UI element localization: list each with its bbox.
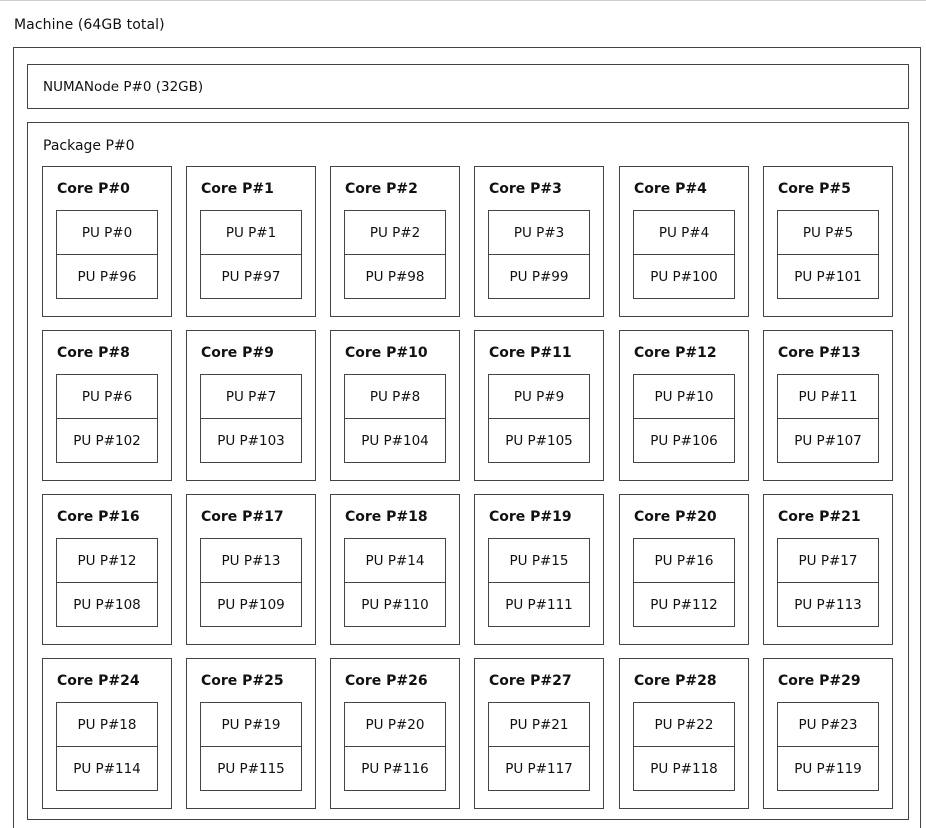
pu-box: PU P#106: [633, 418, 735, 463]
core-label: Core P#12: [634, 345, 717, 361]
pu-box: PU P#9: [488, 374, 590, 419]
numa-node-box: [27, 64, 909, 109]
pu-box: PU P#23: [777, 702, 879, 747]
core-box: [474, 494, 604, 645]
core-box: [474, 658, 604, 809]
pu-box: PU P#117: [488, 746, 590, 791]
pu-box: PU P#20: [344, 702, 446, 747]
pu-box: PU P#18: [56, 702, 158, 747]
core-label: Core P#9: [201, 345, 274, 361]
core-box: [474, 330, 604, 481]
core-label: Core P#13: [778, 345, 861, 361]
core-label: Core P#11: [489, 345, 572, 361]
pu-box: PU P#14: [344, 538, 446, 583]
core-box: [763, 166, 893, 317]
core-label: Core P#10: [345, 345, 428, 361]
pu-box: PU P#13: [200, 538, 302, 583]
core-label: Core P#25: [201, 673, 284, 689]
core-label: Core P#20: [634, 509, 717, 525]
core-box: [330, 494, 460, 645]
core-label: Core P#24: [57, 673, 140, 689]
core-label: Core P#18: [345, 509, 428, 525]
core-label: Core P#28: [634, 673, 717, 689]
core-box: [619, 658, 749, 809]
core-box: [42, 494, 172, 645]
pu-box: PU P#17: [777, 538, 879, 583]
pu-box: PU P#4: [633, 210, 735, 255]
pu-box: PU P#12: [56, 538, 158, 583]
pu-box: PU P#99: [488, 254, 590, 299]
core-box: [619, 166, 749, 317]
pu-box: PU P#6: [56, 374, 158, 419]
pu-box: PU P#100: [633, 254, 735, 299]
pu-box: PU P#110: [344, 582, 446, 627]
pu-box: PU P#107: [777, 418, 879, 463]
core-label: Core P#29: [778, 673, 861, 689]
pu-box: PU P#102: [56, 418, 158, 463]
core-box: [474, 166, 604, 317]
core-box: [763, 658, 893, 809]
pu-box: PU P#119: [777, 746, 879, 791]
pu-box: PU P#112: [633, 582, 735, 627]
core-label: Core P#0: [57, 181, 130, 197]
core-box: [330, 330, 460, 481]
pu-box: PU P#1: [200, 210, 302, 255]
numa-node-label: NUMANode P#0 (32GB): [43, 79, 204, 95]
pu-box: PU P#0: [56, 210, 158, 255]
pu-box: PU P#2: [344, 210, 446, 255]
pu-box: PU P#5: [777, 210, 879, 255]
pu-box: PU P#108: [56, 582, 158, 627]
core-box: [186, 658, 316, 809]
core-label: Core P#5: [778, 181, 851, 197]
pu-box: PU P#16: [633, 538, 735, 583]
pu-box: PU P#97: [200, 254, 302, 299]
pu-box: PU P#21: [488, 702, 590, 747]
pu-box: PU P#109: [200, 582, 302, 627]
machine-title: Machine (64GB total): [14, 17, 165, 33]
pu-box: PU P#105: [488, 418, 590, 463]
core-label: Core P#26: [345, 673, 428, 689]
core-label: Core P#1: [201, 181, 274, 197]
core-box: [330, 166, 460, 317]
pu-box: PU P#96: [56, 254, 158, 299]
package-box: [27, 122, 909, 820]
pu-box: PU P#116: [344, 746, 446, 791]
pu-box: PU P#111: [488, 582, 590, 627]
pu-box: PU P#113: [777, 582, 879, 627]
pu-box: PU P#103: [200, 418, 302, 463]
core-box: [42, 166, 172, 317]
core-box: [619, 330, 749, 481]
core-box: [42, 658, 172, 809]
pu-box: PU P#3: [488, 210, 590, 255]
core-label: Core P#17: [201, 509, 284, 525]
core-label: Core P#19: [489, 509, 572, 525]
core-box: [619, 494, 749, 645]
core-label: Core P#21: [778, 509, 861, 525]
core-box: [186, 494, 316, 645]
pu-box: PU P#114: [56, 746, 158, 791]
pu-box: PU P#15: [488, 538, 590, 583]
core-box: [42, 330, 172, 481]
pu-box: PU P#22: [633, 702, 735, 747]
core-label: Core P#2: [345, 181, 418, 197]
core-box: [186, 330, 316, 481]
core-box: [763, 494, 893, 645]
pu-box: PU P#101: [777, 254, 879, 299]
pu-box: PU P#19: [200, 702, 302, 747]
pu-box: PU P#98: [344, 254, 446, 299]
pu-box: PU P#104: [344, 418, 446, 463]
core-label: Core P#3: [489, 181, 562, 197]
core-label: Core P#27: [489, 673, 572, 689]
core-box: [186, 166, 316, 317]
core-label: Core P#4: [634, 181, 707, 197]
core-label: Core P#16: [57, 509, 140, 525]
core-box: [330, 658, 460, 809]
core-box: [763, 330, 893, 481]
pu-box: PU P#8: [344, 374, 446, 419]
package-label: Package P#0: [43, 138, 135, 154]
pu-box: PU P#7: [200, 374, 302, 419]
pu-box: PU P#11: [777, 374, 879, 419]
pu-box: PU P#10: [633, 374, 735, 419]
pu-box: PU P#115: [200, 746, 302, 791]
pu-box: PU P#118: [633, 746, 735, 791]
core-label: Core P#8: [57, 345, 130, 361]
